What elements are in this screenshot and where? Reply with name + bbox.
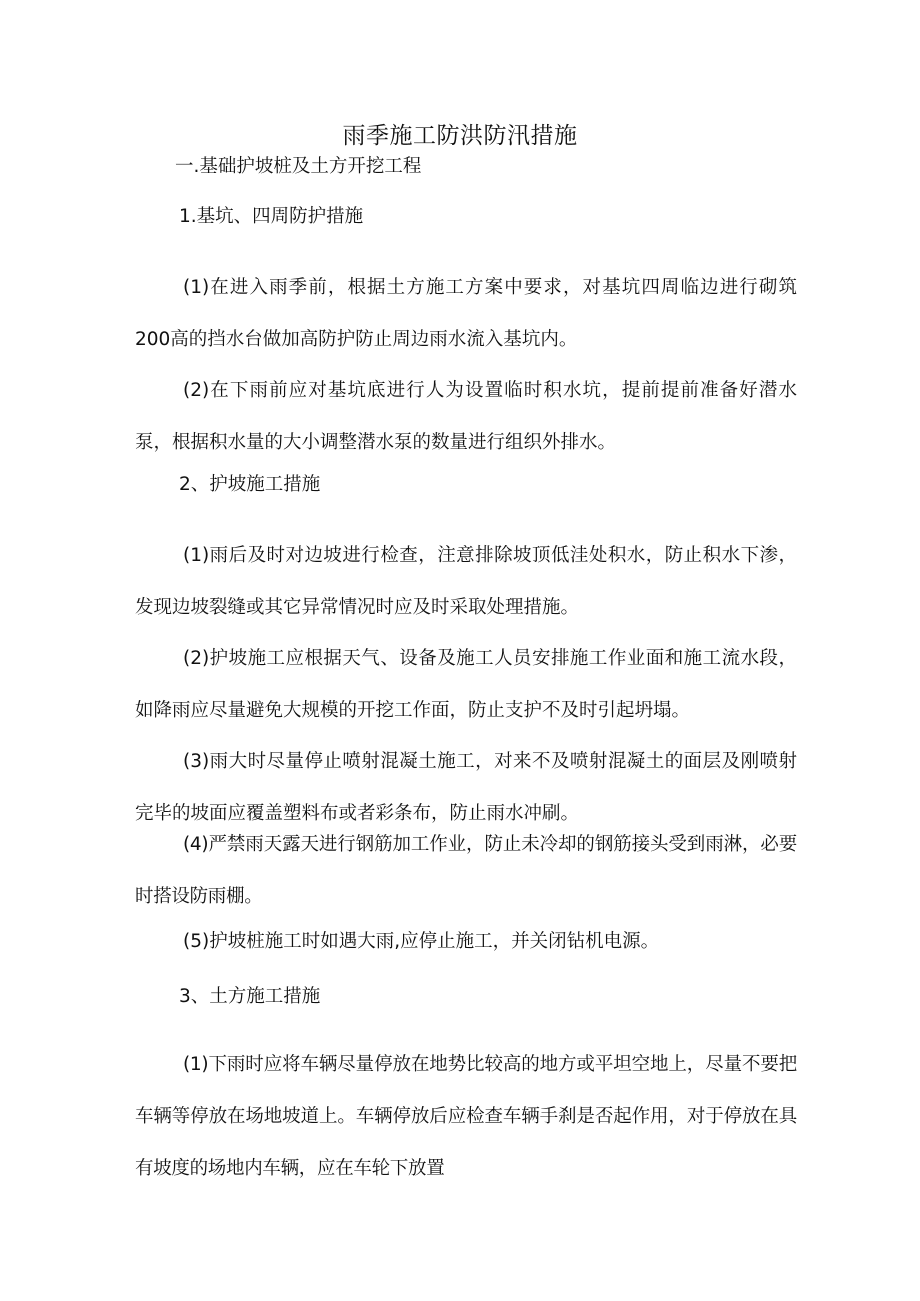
paragraph: (1)在进入雨季前，根据土方施工方案中要求，对基坑四周临边进行砌筑200高的挡水台做加高防护防止周边雨水流入基坑内。 [135, 277, 797, 350]
section-heading: 一.基础护坡桩及土方开挖工程 [175, 156, 422, 177]
paragraph: (2)在下雨前应对基坑底进行人为设置临时积水坑，提前提前准备好潜水泵，根据积水量的大小调整潜水泵的数量进行组织外排水。 [135, 380, 797, 453]
paragraph: (4)严禁雨天露天进行钢筋加工作业，防止未冷却的钢筋接头受到雨淋，必要时搭设防雨棚。 [135, 834, 797, 907]
paragraph: (5)护坡桩施工时如遇大雨,应停止施工，并关闭钻机电源。 [183, 931, 660, 952]
subsection-heading-1: 1.基坑、四周防护措施 [179, 206, 364, 227]
paragraph: (1)雨后及时对边坡进行检查，注意排除坡顶低洼处积水，防止积水下渗，发现边坡裂缝或其它异常情况时应及时采取处理措施。 [135, 545, 797, 618]
subsection-heading-2: 2、护坡施工措施 [179, 474, 321, 495]
paragraph: (3)雨大时尽量停止喷射混凝土施工，对来不及喷射混凝土的面层及刚喷射完毕的坡面应覆盖塑料布或者彩条布，防止雨水冲刷。 [135, 751, 797, 824]
paragraph: (1)下雨时应将车辆尽量停放在地势比较高的地方或平坦空地上，尽量不要把车辆等停放在场地坡道上。车辆停放后应检查车辆手刹是否起作用，对于停放在具有坡度的场地内车辆，应在车轮下放置 [135, 1054, 797, 1179]
subsection-heading-3: 3、土方施工措施 [179, 986, 321, 1007]
paragraph: (2)护坡施工应根据天气、设备及施工人员安排施工作业面和施工流水段，如降雨应尽量避免大规模的开挖工作面，防止支护不及时引起坍塌。 [135, 648, 797, 721]
document-title: 雨季施工防洪防汛措施 [342, 123, 578, 149]
